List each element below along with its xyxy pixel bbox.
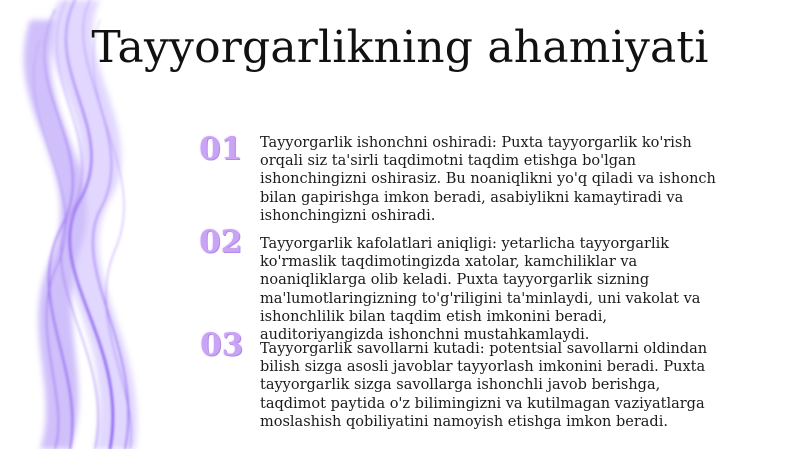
- slide-title: Tayyorgarlikning ahamiyati: [91, 22, 709, 73]
- item-text-02: Tayyorgarlik kafolatlari aniqligi: yetarlicha tayyorgarlik ko'rmaslik taqdimotingizda xatolar, kamchiliklar va noaniqliklarga olib keladi. Puxta tayyorgarlik sizning ma'lumotlaringizning to'g'riligini ta'minlaydi, uni vakolat va ishonchlilik bilan taqdim etish imkonini beradi, auditoriyangizda ishonchni mustahkamlaydi.: [260, 236, 701, 344]
- item-number-03: 03: [200, 327, 244, 363]
- item-number-01: 01: [199, 131, 243, 167]
- item-text-01: Tayyorgarlik ishonchni oshiradi: Puxta tayyorgarlik ko'rish orqali siz ta'sirli taqdimotni taqdim etishga bo'lgan ishonchingizni oshirasiz. Bu noaniqlikni yo'q qiladi va ishonch bilan gapirishga imkon beradi, asabiylikni kamaytiradi va ishonchingizni oshiradi.: [260, 135, 716, 224]
- item-text-03: Tayyorgarlik savollarni kutadi: potentsial savollarni oldindan bilish sizga asosli javoblar tayyorlash imkonini beradi. Puxta tayyorgarlik sizga savollarga ishonchli javob berishga, taqdimot paytida o'z bilimingizni va kutilmagan vaziyatlarga moslashish qobiliyatini namoyish etishga imkon beradi.: [260, 341, 708, 430]
- item-number-02: 02: [199, 224, 243, 260]
